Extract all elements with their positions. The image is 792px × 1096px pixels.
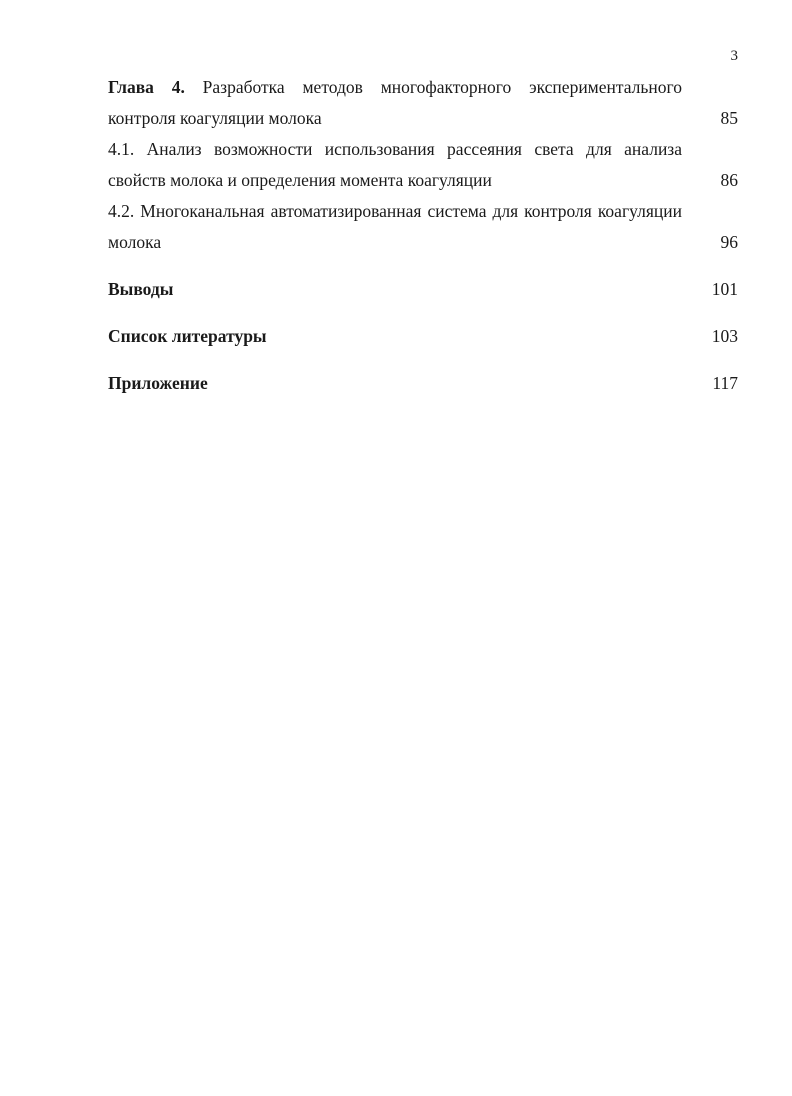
- toc-entry-chapter-4: [108, 72, 738, 134]
- toc-entry-title: Приложение: [108, 373, 208, 393]
- toc-entry-page: 103: [711, 326, 738, 346]
- table-of-contents: [108, 72, 738, 399]
- toc-entry-title: Список литературы: [108, 326, 267, 346]
- toc-entry-title: 4.1. Анализ возможности использования рассеяния света для анализа свойств молока и определения момента коагуляции: [108, 139, 682, 190]
- chapter-title: Разработка методов многофакторного экспериментального контроля коагуляции молока: [108, 77, 682, 128]
- toc-entry-references: [108, 321, 738, 352]
- toc-entry-title: Выводы: [108, 279, 174, 299]
- toc-entry-title: 4.2. Многоканальная автоматизированная система для контроля коагуляции молока: [108, 201, 682, 252]
- toc-entry-page: 85: [720, 108, 738, 128]
- toc-entry-section-4-1: [108, 134, 738, 196]
- toc-entry-page: 117: [712, 373, 738, 393]
- toc-entry-page: 86: [720, 170, 738, 190]
- toc-entry-title: [108, 72, 682, 134]
- toc-entry-conclusions: [108, 274, 738, 305]
- toc-entry-appendix: [108, 368, 738, 399]
- page-number: 3: [730, 48, 738, 64]
- toc-entry-page: 101: [711, 279, 738, 299]
- chapter-prefix: Глава 4.: [108, 77, 185, 97]
- toc-entry-page: 96: [720, 232, 738, 252]
- toc-entry-section-4-2: [108, 196, 738, 258]
